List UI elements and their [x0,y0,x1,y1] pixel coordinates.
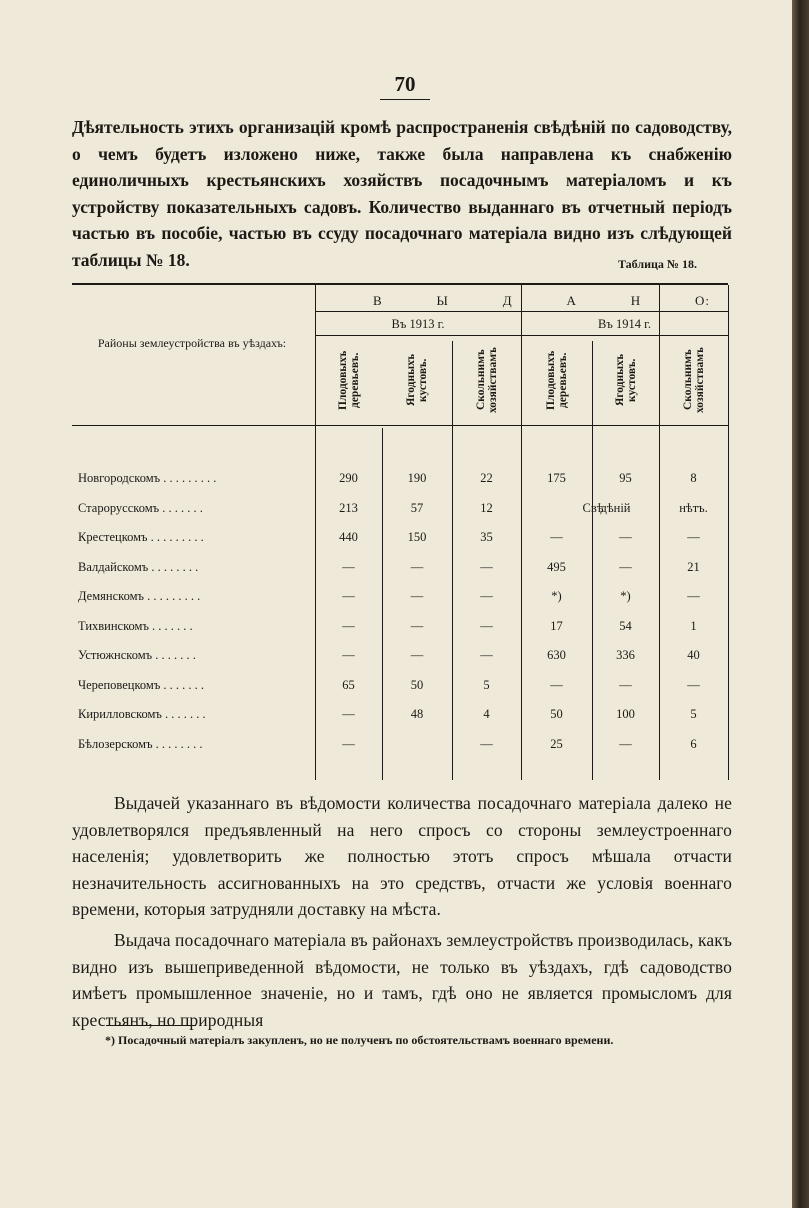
table-cell: 440 [339,530,358,544]
issued-letter: Ы [436,293,449,308]
table-cell: *) [551,589,562,603]
table-cell: — [342,648,355,662]
page-number: 70 [380,72,430,100]
table-cell: 95 [619,471,632,485]
year-1913-header: Въ 1913 г. [391,317,445,331]
table-cell: 57 [410,500,424,515]
issued-letter: А [566,293,577,308]
table-cell: 8 [690,471,697,485]
table-cell: 100 [616,707,635,721]
table-cell: 54 [619,618,632,633]
table-cell: 21 [687,559,700,574]
table-cell: — [480,559,493,574]
issued-header [315,293,728,309]
no-data-note: дѣній [600,500,631,515]
table-cell: 175 [547,471,566,485]
col-fruit-trees-1914: Плодовыхъ деревьевъ. [544,350,569,410]
no-data-note: нѣтъ. [679,500,708,515]
table-cell: — [687,589,700,603]
table-cell: 213 [339,500,358,515]
table-cell: 17 [550,618,563,633]
table-cell: 5 [690,707,697,721]
issued-letter: О: [694,293,710,308]
table-cell: — [687,677,700,692]
table-cell: — [619,530,632,544]
table-cell: 4 [483,707,490,721]
row-district-name: Демянскомъ . . . . . . . . . [78,589,201,603]
table-cell: *) [620,589,631,603]
row-district-name: Устюжнскомъ . . . . . . . [78,648,196,662]
table-cell: — [480,736,493,751]
table-cell: — [480,648,493,662]
paragraph-2: Выдачей указаннаго въ вѣдомости количества посадочнаго матеріала далеко не удовлетворялся предъявленный на него спросъ со стороны землеустроеннаго населенія; удовлетворить же полностью этотъ спросъ мѣшала отчасти незначительность ассигнованныхъ на это средствъ, отчасти же условія военнаго времени, которыя затрудняли доставку на мѣста. [72,793,732,920]
table-cell: 190 [407,471,427,485]
table-cell: — [687,530,700,544]
district-header: Районы землеустройства въ уѣздахъ: [97,336,287,350]
table-cell: — [550,530,563,544]
table-cell: 5 [483,677,490,692]
table-cell: — [619,559,632,574]
table-cell: 48 [410,707,424,721]
table-cell: 290 [339,471,358,485]
row-district-name: Новгородскомъ . . . . . . . . . [78,471,217,485]
table-cell: — [480,618,493,633]
table-cell: 22 [480,471,493,485]
row-district-name: Бѣлозерскомъ . . . . . . . . [78,736,203,751]
table-rule [315,335,728,336]
table-cell: 50 [410,677,424,692]
row-district-name: Тихвинскомъ . . . . . . . [78,618,193,633]
table-cell: — [410,618,424,633]
row-district-name: Старорусскомъ . . . . . . . [78,500,203,515]
table-rule [72,425,728,426]
table-cell: 12 [480,500,493,515]
issued-letter: Н [630,293,642,308]
table-cell: — [480,589,493,603]
table-divider [728,285,729,780]
table-cell: 495 [547,559,566,574]
col-berry-bushes-1914: Ягодныхъ кустовъ. [613,353,638,407]
table-cell: 336 [616,648,635,662]
col-fruit-trees-1913: Плодовыхъ деревьевъ. [336,350,361,410]
row-district-name: Череповецкомъ . . . . . . . [78,677,205,692]
table-cell: — [410,648,424,662]
table-cell: — [342,618,355,633]
table-cell: — [619,736,632,751]
no-data-note: Свѣ [582,500,604,515]
col-berry-bushes-1913: Ягодныхъ кустовъ. [405,353,429,407]
paragraph-3: Выдача посадочнаго матеріала въ районахъ землеустройствъ производилась, какъ видно изъ вышеприведенной вѣдомости, не только въ уѣздахъ, гдѣ садоводство имѣетъ промышленное значеніе, но и тамъ, гдѣ оно не является промысломъ для крестьянъ, но природныя [72,930,732,1030]
issued-letter: В [373,293,383,308]
table-cell: 40 [687,648,700,662]
table-cell: 150 [407,530,427,544]
table-cell: 630 [547,648,566,662]
table-cell: — [410,589,424,603]
distribution-table [72,283,728,780]
table-cell: 65 [342,677,355,692]
table-cell: — [550,677,563,692]
table-rule [315,311,728,312]
row-district-name: Кирилловскомъ . . . . . . . [78,707,206,721]
table-caption: Таблица № 18. [617,257,697,271]
intro-paragraph: Дѣятельность этихъ организацій кромѣ распространенія свѣдѣній по садоводству, о чемъ будетъ изложено ниже, также была направлена къ снабженію единоличныхъ крестьянскихъ хозяйствъ посадочнымъ матеріаломъ и къ устройству показательныхъ садовъ. Количество выданнаго въ отчетный періодъ частью въ пособіе, частью въ ссуду посадочнаго матеріала видно изъ слѣдующей таблицы № 18. [72,117,732,270]
table-cell: 35 [480,530,493,544]
row-district-name: Крестецкомъ . . . . . . . . . [78,530,204,544]
table-cell: — [342,736,355,751]
year-1914-header: Въ 1914 г. [598,317,651,331]
table-cell: 1 [690,618,697,633]
footnote: *) Посадочный матеріалъ закупленъ, но не полученъ по обстоятельствамъ военнаго времени. [105,1033,614,1047]
col-households-1914: Скольнимъ хозяйствамъ [681,347,706,413]
footnote-rule [106,1025,196,1026]
table-cell: — [342,559,355,574]
table-cell: — [342,707,355,721]
book-spine-edge [792,0,809,1208]
issued-letter: Д [502,293,513,308]
table-cell: — [342,589,355,603]
table-cell: 50 [550,707,563,721]
table-cell: — [410,559,424,574]
table-cell: — [619,677,632,692]
row-district-name: Валдайскомъ . . . . . . . . [78,559,199,574]
table-cell: 6 [690,736,697,751]
table-cell: 25 [550,736,563,751]
col-households-1913: Скольнимъ хозяйствамъ [474,347,499,413]
